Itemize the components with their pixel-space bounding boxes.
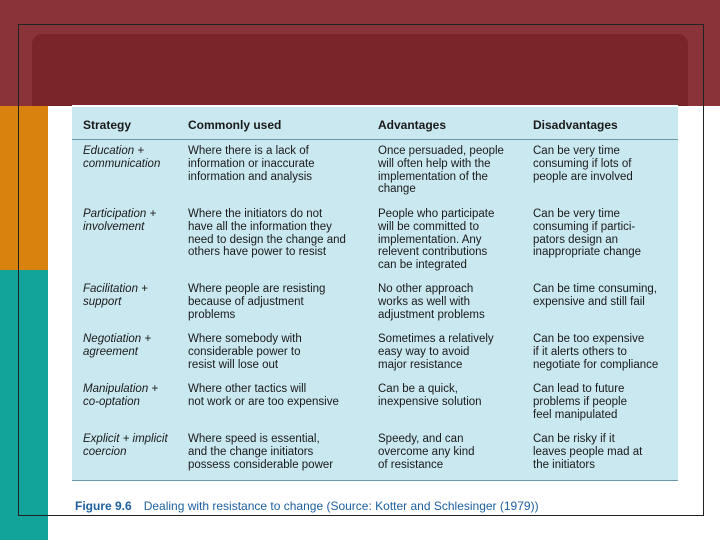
cell-strategy: Manipulation + co-optation — [83, 383, 159, 408]
cell-disadvantages: Can be very time consuming if partici- pators design an inappropriate change — [533, 208, 642, 259]
cell-advantages: Speedy, and can overcome any kind of resistance — [378, 433, 475, 471]
header-advantages: Advantages — [378, 118, 447, 132]
cell-commonly-used: Where the initiators do not have all the information they need to design the change and others have power to resist — [188, 208, 346, 259]
cell-commonly-used: Where there is a lack of information or inaccurate information and analysis — [188, 145, 315, 183]
cell-strategy: Explicit + implicit coercion — [83, 433, 168, 458]
cell-advantages: Can be a quick, inexpensive solution — [378, 383, 482, 408]
header-commonly-used: Commonly used — [188, 118, 282, 132]
cell-disadvantages: Can be time consuming, expensive and still fail — [533, 283, 658, 308]
cell-commonly-used: Where somebody with considerable power to resist will lose out — [188, 333, 302, 371]
cell-disadvantages: Can be very time consuming if lots of people are involved — [533, 145, 633, 183]
cell-commonly-used: Where other tactics will not work or are too expensive — [188, 383, 339, 408]
cell-advantages: No other approach works as well with adjustment problems — [378, 283, 485, 321]
table-header-row — [72, 107, 678, 140]
cell-advantages: Sometimes a relatively easy way to avoid major resistance — [378, 333, 494, 371]
cell-advantages: People who participate will be committed to implementation. Any relevent contributions can be integrated — [378, 208, 495, 272]
figure-caption — [75, 499, 539, 513]
header-strategy: Strategy — [83, 118, 132, 132]
cell-commonly-used: Where speed is essential, and the change initiators possess considerable power — [188, 433, 334, 471]
cell-disadvantages: Can lead to future problems if people feel manipulated — [533, 383, 627, 421]
table-bottom-rule — [72, 480, 678, 481]
figure-number: Figure 9.6 — [75, 499, 132, 513]
slide-accent-bar-teal — [0, 270, 48, 540]
cell-strategy: Education + communication — [83, 145, 161, 170]
resistance-strategy-table — [72, 105, 678, 480]
figure-caption-text: Dealing with resistance to change (Source: Kotter and Schlesinger (1979)) — [143, 499, 539, 513]
slide-accent-bar-orange — [0, 106, 48, 270]
cell-disadvantages: Can be too expensive if it alerts others to negotiate for compliance — [533, 333, 659, 371]
cell-strategy: Participation + involvement — [83, 208, 157, 233]
cell-strategy: Facilitation + support — [83, 283, 148, 308]
cell-commonly-used: Where people are resisting because of adjustment problems — [188, 283, 326, 321]
cell-advantages: Once persuaded, people will often help with the implementation of the change — [378, 145, 504, 196]
cell-strategy: Negotiation + agreement — [83, 333, 152, 358]
slide-header-inner-panel — [32, 34, 688, 106]
cell-disadvantages: Can be risky if it leaves people mad at the initiators — [533, 433, 643, 471]
header-disadvantages: Disadvantages — [533, 118, 618, 132]
